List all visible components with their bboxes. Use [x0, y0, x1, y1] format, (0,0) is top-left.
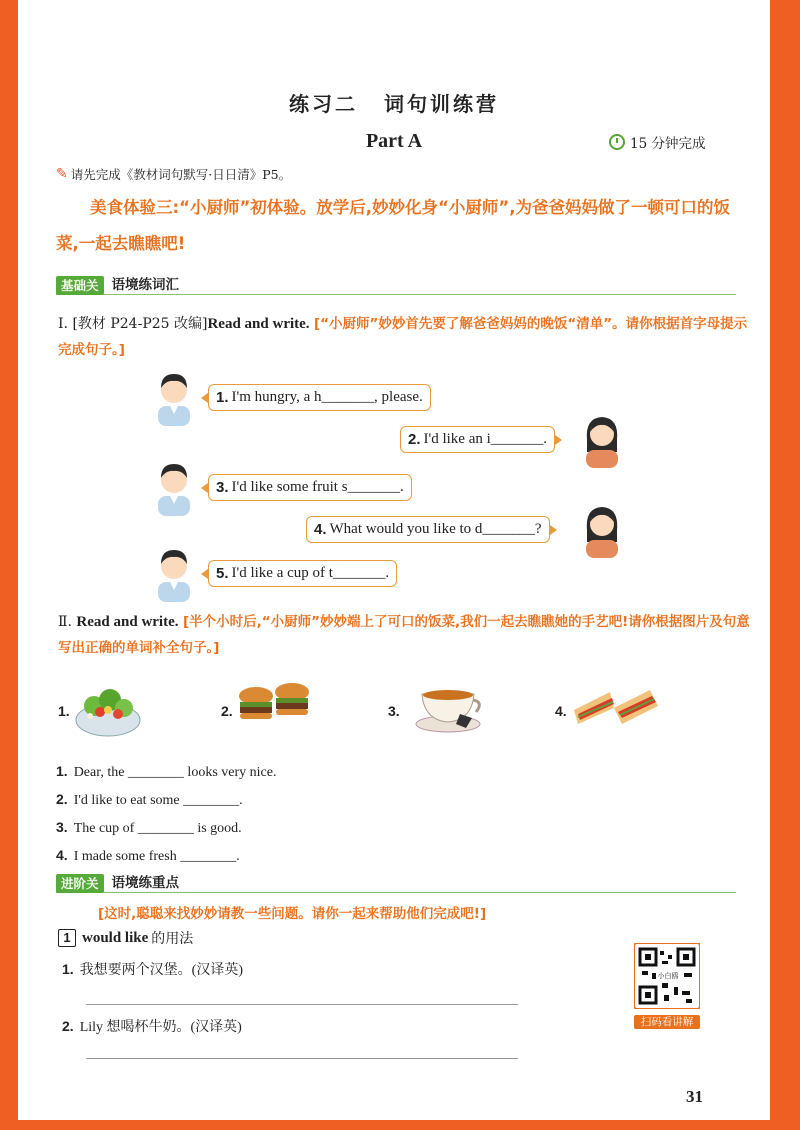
timer-note: [609, 132, 705, 152]
bubble-text[interactable]: What would you like to d_______?: [329, 521, 542, 537]
qr-label: 扫码看讲解: [634, 1015, 700, 1029]
question-1-prompt: [58, 311, 750, 363]
clock-icon: [609, 134, 625, 150]
section-header-advanced: [56, 873, 736, 893]
answer-line-1[interactable]: [86, 1004, 518, 1005]
sentence-number: 1.: [56, 763, 68, 779]
note-text: 请先完成《教材词句默写·日日清》P5。: [70, 167, 292, 182]
part-label: Part A: [365, 130, 423, 152]
translation-item-2: [62, 1016, 242, 1038]
section-header-basic: [56, 275, 736, 295]
sentence-2: [56, 789, 243, 811]
sentence-number: 4.: [56, 847, 68, 863]
sentence-number: 3.: [56, 819, 68, 835]
speech-bubble-4: [306, 516, 550, 543]
story-intro: 美食体验三:“小厨师”初体验。放学后,妙妙化身“小厨师”,为爸爸妈妈做了一顿可口的饭菜,一起去瞧瞧吧!: [56, 198, 731, 253]
question-number: Ⅱ.: [58, 614, 72, 630]
item-number: 2.: [62, 1018, 74, 1034]
girl-avatar: [580, 500, 624, 558]
sentence-text[interactable]: I made some fresh ________.: [73, 849, 240, 864]
grammar-point-heading: [58, 928, 193, 948]
title-part1: 练习二: [289, 92, 358, 116]
sandwich-picture: [570, 684, 662, 730]
bubble-text[interactable]: I'd like some fruit s_______.: [231, 479, 404, 495]
question-instruction: Read and write.: [207, 316, 310, 332]
picture-number: 2.: [221, 703, 233, 719]
point-label: 的用法: [151, 931, 194, 947]
sentence-text[interactable]: Dear, the ________ looks very nice.: [73, 765, 277, 780]
bubble-text[interactable]: I'm hungry, a h_______, please.: [231, 389, 423, 405]
bubble-number: 3.: [216, 479, 229, 496]
bubble-number: 5.: [216, 565, 229, 582]
timer-text: 15 分钟完成: [630, 136, 706, 152]
speech-bubble-3: [208, 474, 412, 501]
sentence-3: [56, 817, 242, 839]
sentence-4: [56, 845, 240, 867]
answer-line-2[interactable]: [86, 1058, 518, 1059]
item-text: Lily 想喝杯牛奶。(汉译英): [79, 1020, 242, 1035]
point-phrase: would like: [82, 929, 149, 946]
sentence-text[interactable]: The cup of ________ is good.: [73, 821, 242, 836]
bubble-number: 1.: [216, 389, 229, 406]
boy-avatar: [152, 544, 196, 602]
question-hint: [半个小时后,“小厨师”妙妙端上了可口的饭菜,我们一起去瞧瞧她的手艺吧!请你根据图片及句意写出正确的单词补全句子。]: [58, 614, 750, 656]
sentence-number: 2.: [56, 791, 68, 807]
point-number: 1: [58, 929, 76, 947]
bubble-text[interactable]: I'd like a cup of t_______.: [231, 565, 390, 581]
girl-avatar: [580, 410, 624, 468]
question-number: Ⅰ.: [58, 316, 68, 332]
bubble-text[interactable]: I'd like an i_______.: [423, 431, 548, 447]
sentence-text[interactable]: I'd like to eat some ________.: [73, 793, 243, 808]
picture-number: 4.: [555, 703, 567, 719]
section-name: 语境练重点: [111, 875, 180, 891]
picture-number: 1.: [58, 703, 70, 719]
item-text: 我想要两个汉堡。(汉译英): [79, 963, 244, 978]
section-name: 语境练词汇: [111, 277, 180, 293]
tea-picture: [410, 680, 490, 734]
picture-number: 3.: [388, 703, 400, 719]
speech-bubble-2: [400, 426, 555, 453]
question-hint: [“小厨师”妙妙首先要了解爸爸妈妈的晚饭“清单”。请你根据首字母提示完成句子。]: [58, 316, 748, 358]
translation-item-1: [62, 959, 243, 981]
section2-hint: [这时,聪聪来找妙妙请教一些问题。请你一起来帮助他们完成吧!]: [98, 906, 487, 922]
sentence-1: [56, 761, 276, 783]
page-number: 31: [686, 1087, 703, 1106]
speech-bubble-5: [208, 560, 397, 587]
hamburger-picture: [236, 680, 312, 726]
section-badge: 基础关: [56, 276, 104, 295]
title-part2: 词句训练营: [384, 92, 499, 116]
item-number: 1.: [62, 961, 74, 977]
speech-bubble-1: [208, 384, 431, 411]
bubble-number: 2.: [408, 431, 421, 448]
qr-brand: 小白鸥: [657, 972, 679, 980]
page-title: [18, 88, 770, 117]
bubble-number: 4.: [314, 521, 327, 538]
question-2-prompt: [58, 609, 750, 661]
worksheet-page: [18, 0, 770, 1120]
question-instruction: Read and write.: [76, 614, 179, 630]
question-source: [教材 P24-P25 改编]: [72, 316, 208, 332]
boy-avatar: [152, 458, 196, 516]
prerequisite-note: [56, 165, 291, 183]
section-badge: 进阶关: [56, 874, 104, 893]
pencil-icon: ✎: [56, 166, 68, 182]
salad-picture: [72, 676, 144, 742]
qr-code[interactable]: [634, 943, 700, 1028]
boy-avatar: [152, 368, 196, 426]
